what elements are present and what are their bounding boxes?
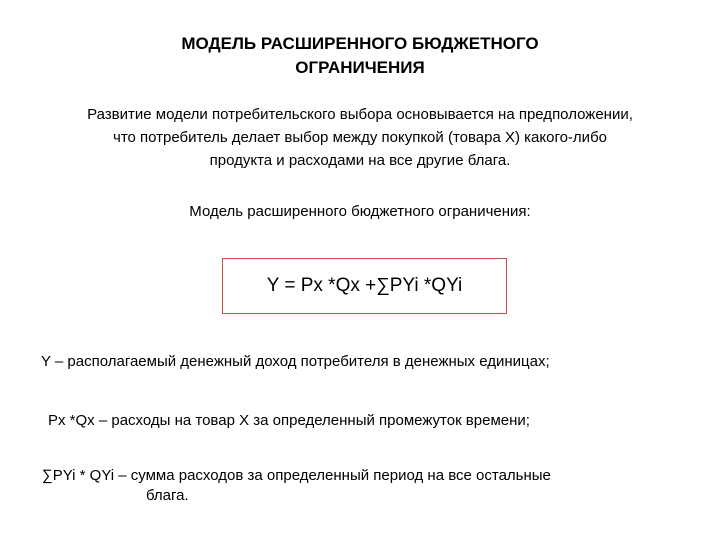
- definition-px-qx: Px *Qx – расходы на товар X за определенный промежуток времени;: [48, 412, 530, 429]
- intro-line-3: продукта и расходами на все другие блага.: [209, 152, 511, 169]
- intro-paragraph: [18, 103, 702, 172]
- slide-title-line-2: ОГРАНИЧЕНИЯ: [295, 58, 425, 77]
- definition-sum-line-1: ∑PYi * QYi – сумма расходов за определенный период на все остальные: [42, 467, 551, 484]
- budget-formula: Y = Px *Qx +∑PYi *QYi: [266, 275, 463, 296]
- definition-sum: [42, 466, 702, 506]
- definition-y: Y – располагаемый денежный доход потребителя в денежных единицах;: [41, 353, 550, 370]
- slide-title: [0, 32, 720, 80]
- definition-sum-line-2: блага.: [146, 487, 189, 504]
- model-subheading: Модель расширенного бюджетного ограничения:: [189, 203, 531, 220]
- intro-line-2: что потребитель делает выбор между покупкой (товара Х) какого-либо: [113, 129, 607, 146]
- slide-title-line-1: МОДЕЛЬ РАСШИРЕННОГО БЮДЖЕТНОГО: [181, 34, 539, 53]
- formula-box: [222, 258, 507, 314]
- intro-line-1: Развитие модели потребительского выбора основывается на предположении,: [87, 106, 633, 123]
